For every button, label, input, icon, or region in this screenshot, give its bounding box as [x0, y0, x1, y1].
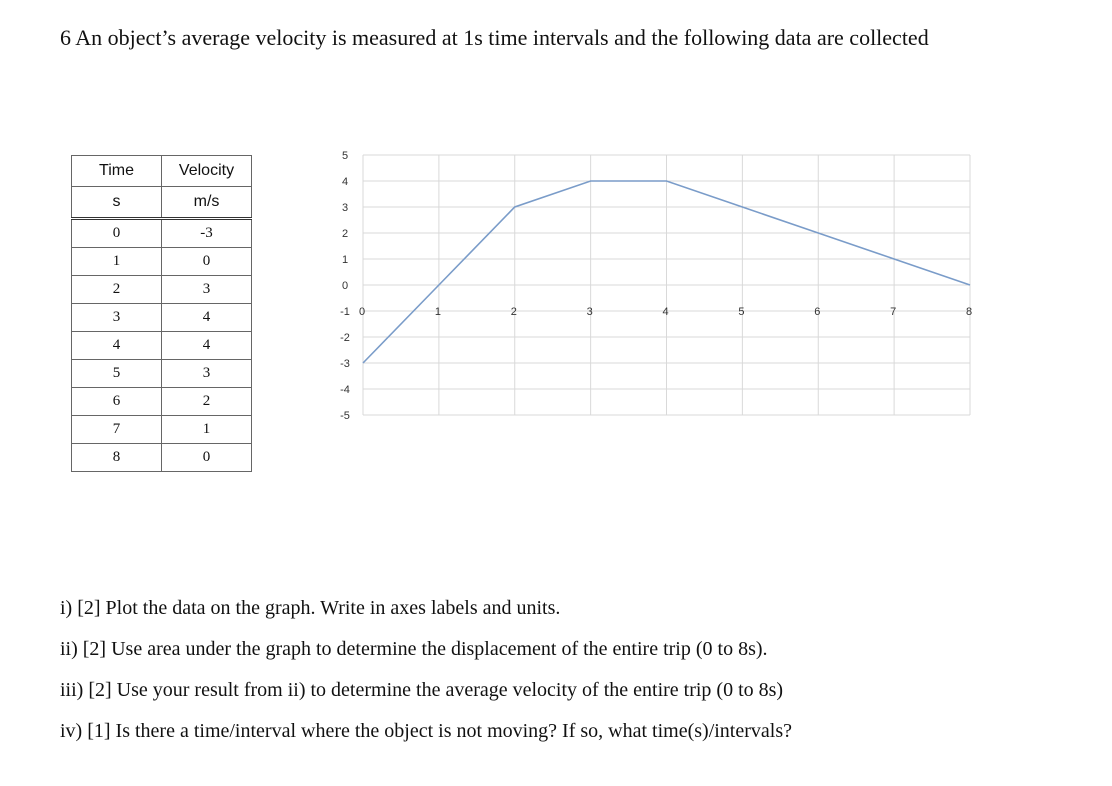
- table-row: [72, 388, 252, 416]
- velocity-cell: 3: [162, 360, 252, 388]
- time-cell: 5: [72, 360, 162, 388]
- x-tick-labels: [359, 306, 972, 318]
- x-tick-label: 5: [738, 306, 745, 318]
- question-title: 6 An object’s average velocity is measured at 1s time intervals and the following data are collected: [60, 25, 929, 50]
- table-row: [72, 444, 252, 472]
- table-row: [72, 332, 252, 360]
- unit-time: s: [72, 187, 162, 219]
- y-tick-label: -5: [340, 410, 350, 422]
- velocity-time-chart: [330, 140, 980, 430]
- y-tick-label: -4: [340, 384, 350, 396]
- question-item: i) [2] Plot the data on the graph. Write in axes labels and units.: [60, 597, 561, 619]
- velocity-cell: -3: [162, 219, 252, 248]
- question-item: iv) [1] Is there a time/interval where the object is not moving? If so, what time(s)/intervals?: [60, 720, 792, 742]
- x-tick-label: 2: [510, 306, 517, 318]
- x-tick-label: 4: [662, 306, 669, 318]
- y-tick-labels: [340, 150, 350, 422]
- table-row: [72, 219, 252, 248]
- table-row: [72, 360, 252, 388]
- time-cell: 1: [72, 248, 162, 276]
- time-cell: 2: [72, 276, 162, 304]
- time-cell: 7: [72, 416, 162, 444]
- velocity-cell: 4: [162, 332, 252, 360]
- x-tick-label: 6: [814, 306, 821, 318]
- data-table: [71, 155, 252, 472]
- table-row: [72, 248, 252, 276]
- y-tick-label: 5: [341, 150, 349, 162]
- table-row: [72, 416, 252, 444]
- question-item: ii) [2] Use area under the graph to determine the displacement of the entire trip (0 to 8s).: [60, 638, 768, 660]
- time-cell: 4: [72, 332, 162, 360]
- table-row: [72, 276, 252, 304]
- header-velocity: Velocity: [162, 156, 252, 187]
- y-tick-label: 2: [341, 228, 349, 240]
- x-tick-label: 3: [586, 306, 593, 318]
- time-cell: 8: [72, 444, 162, 472]
- velocity-cell: 1: [162, 416, 252, 444]
- velocity-cell: 3: [162, 276, 252, 304]
- table-units-row: [72, 187, 252, 219]
- question-list: [60, 588, 792, 752]
- time-cell: 0: [72, 219, 162, 248]
- header-time: Time: [72, 156, 162, 187]
- y-tick-label: 1: [341, 254, 349, 266]
- velocity-cell: 2: [162, 388, 252, 416]
- x-tick-label: 1: [434, 306, 441, 318]
- x-tick-label: 7: [890, 306, 897, 318]
- table-header-row: [72, 156, 252, 187]
- velocity-cell: 4: [162, 304, 252, 332]
- y-tick-label: -2: [340, 332, 350, 344]
- y-tick-label: -1: [340, 306, 350, 318]
- table-row: [72, 304, 252, 332]
- unit-velocity: m/s: [162, 187, 252, 219]
- time-cell: 6: [72, 388, 162, 416]
- question-item: iii) [2] Use your result from ii) to determine the average velocity of the entire trip (0 to 8s): [60, 679, 784, 701]
- y-tick-label: 0: [341, 280, 349, 292]
- velocity-cell: 0: [162, 248, 252, 276]
- y-tick-label: -3: [340, 358, 350, 370]
- y-tick-label: 3: [341, 202, 349, 214]
- x-tick-label: 0: [358, 306, 366, 318]
- x-tick-label: 8: [965, 306, 973, 318]
- chart-grid: [363, 155, 973, 415]
- velocity-cell: 0: [162, 444, 252, 472]
- time-cell: 3: [72, 304, 162, 332]
- y-tick-label: 4: [341, 176, 349, 188]
